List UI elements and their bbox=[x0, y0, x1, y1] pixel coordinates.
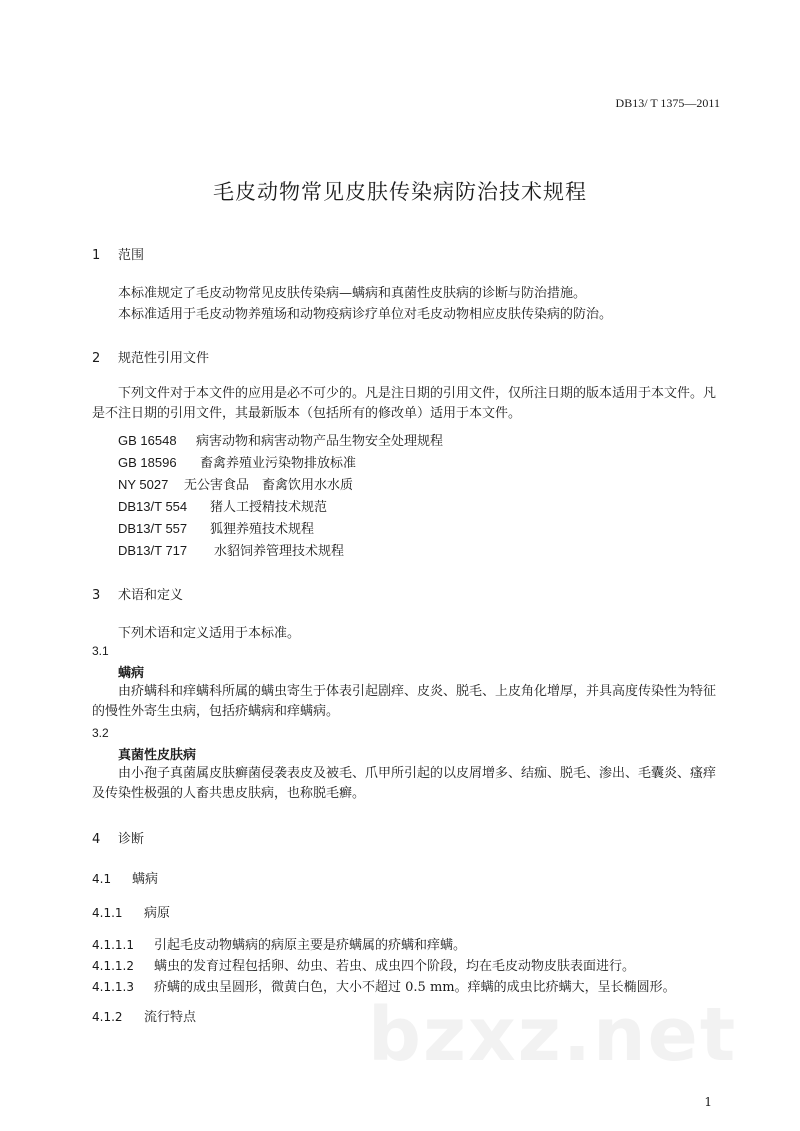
section-number: 1 bbox=[92, 248, 101, 263]
subsection-title: 螨病 bbox=[132, 872, 159, 887]
term-title: 真菌性皮肤病 bbox=[118, 748, 197, 763]
reference-item bbox=[118, 430, 443, 449]
subsection-number: 4.1.1 bbox=[92, 906, 123, 920]
reference-item bbox=[118, 540, 344, 559]
section-title: 诊断 bbox=[118, 832, 145, 847]
subsection-number: 4.1 bbox=[92, 872, 112, 886]
reference-item bbox=[118, 496, 327, 515]
watermark: bzxz.net bbox=[368, 992, 738, 1078]
paragraph: 本标准适用于毛皮动物养殖场和动物疫病诊疗单位对毛皮动物相应皮肤传染病的防治。 bbox=[118, 307, 613, 322]
reference-item bbox=[118, 518, 314, 537]
paragraph: 下列术语和定义适用于本标准。 bbox=[118, 626, 301, 641]
reference-name: 狐狸养殖技术规程 bbox=[210, 522, 315, 537]
term-definition: 由小孢子真菌属皮肤癣菌侵袭表皮及被毛、爪甲所引起的以皮屑增多、结痂、脱毛、渗出、毛囊炎、瘙痒及传染性极强的人畜共患皮肤病，也称脱毛癣。 bbox=[92, 766, 717, 801]
clause-number: 4.1.1.3 bbox=[92, 980, 134, 994]
section-2-heading bbox=[92, 347, 209, 366]
section-number: 4 bbox=[92, 832, 101, 847]
paragraph: 本标准规定了毛皮动物常见皮肤传染病—螨病和真菌性皮肤病的诊断与防治措施。 bbox=[118, 286, 587, 301]
document-title: 毛皮动物常见皮肤传染病防治技术规程 bbox=[213, 180, 587, 204]
section-title: 规范性引用文件 bbox=[118, 351, 210, 366]
section-title: 范围 bbox=[118, 248, 145, 263]
subsection-title: 病原 bbox=[144, 906, 171, 921]
paragraph: 下列文件对于本文件的应用是必不可少的。凡是注日期的引用文件，仅所注日期的版本适用于本文件。凡是不注日期的引用文件，其最新版本（包括所有的修改单）适用于本文件。 bbox=[92, 386, 717, 421]
reference-code: DB13/T 557 bbox=[118, 521, 188, 536]
subsection-title: 流行特点 bbox=[144, 1010, 197, 1025]
reference-item bbox=[118, 474, 353, 493]
reference-name: 病害动物和病害动物产品生物安全处理规程 bbox=[196, 434, 444, 449]
subsection-heading bbox=[92, 868, 158, 887]
clause bbox=[92, 955, 635, 974]
term-number: 3.2 bbox=[92, 726, 109, 740]
reference-code: DB13/T 717 bbox=[118, 543, 188, 558]
section-1-heading bbox=[92, 244, 144, 263]
clause-number: 4.1.1.2 bbox=[92, 959, 134, 973]
reference-code: GB 18596 bbox=[118, 455, 177, 470]
subsection-number: 4.1.2 bbox=[92, 1010, 123, 1024]
reference-code: GB 16548 bbox=[118, 433, 177, 448]
subsection-heading bbox=[92, 902, 170, 921]
clause-text: 螨虫的发育过程包括卵、幼虫、若虫、成虫四个阶段，均在毛皮动物皮肤表面进行。 bbox=[154, 959, 636, 974]
reference-code: DB13/T 554 bbox=[118, 499, 188, 514]
term-definition: 由疥螨科和痒螨科所属的螨虫寄生于体表引起剧痒、皮炎、脱毛、上皮角化增厚，并具高度传染性为特征的慢性外寄生虫病，包括疥螨病和痒螨病。 bbox=[92, 684, 717, 719]
reference-item bbox=[118, 452, 356, 471]
reference-name: 水貂饲养管理技术规程 bbox=[214, 544, 345, 559]
reference-name: 无公害食品 畜禽饮用水水质 bbox=[184, 478, 354, 493]
section-3-heading bbox=[92, 584, 183, 603]
section-number: 2 bbox=[92, 351, 101, 366]
section-number: 3 bbox=[92, 588, 101, 603]
page-number: 1 bbox=[704, 1095, 712, 1109]
reference-code: NY 5027 bbox=[118, 477, 169, 492]
reference-name: 猪人工授精技术规范 bbox=[210, 500, 328, 515]
section-4-heading bbox=[92, 828, 144, 847]
term-title: 螨病 bbox=[118, 666, 145, 681]
reference-name: 畜禽养殖业污染物排放标准 bbox=[200, 456, 357, 471]
section-title: 术语和定义 bbox=[118, 588, 184, 603]
term-number: 3.1 bbox=[92, 644, 109, 658]
subsection-heading bbox=[92, 1006, 196, 1025]
clause-text: 引起毛皮动物螨病的病原主要是疥螨属的疥螨和痒螨。 bbox=[154, 938, 467, 953]
clause bbox=[92, 934, 466, 953]
clause-number: 4.1.1.1 bbox=[92, 938, 134, 952]
standard-code: DB13/ T 1375—2011 bbox=[615, 96, 720, 110]
clause-text: 疥螨的成虫呈圆形，微黄白色，大小不超过 0.5 mm。痒螨的成虫比疥螨大，呈长椭圆形。 bbox=[154, 980, 676, 995]
